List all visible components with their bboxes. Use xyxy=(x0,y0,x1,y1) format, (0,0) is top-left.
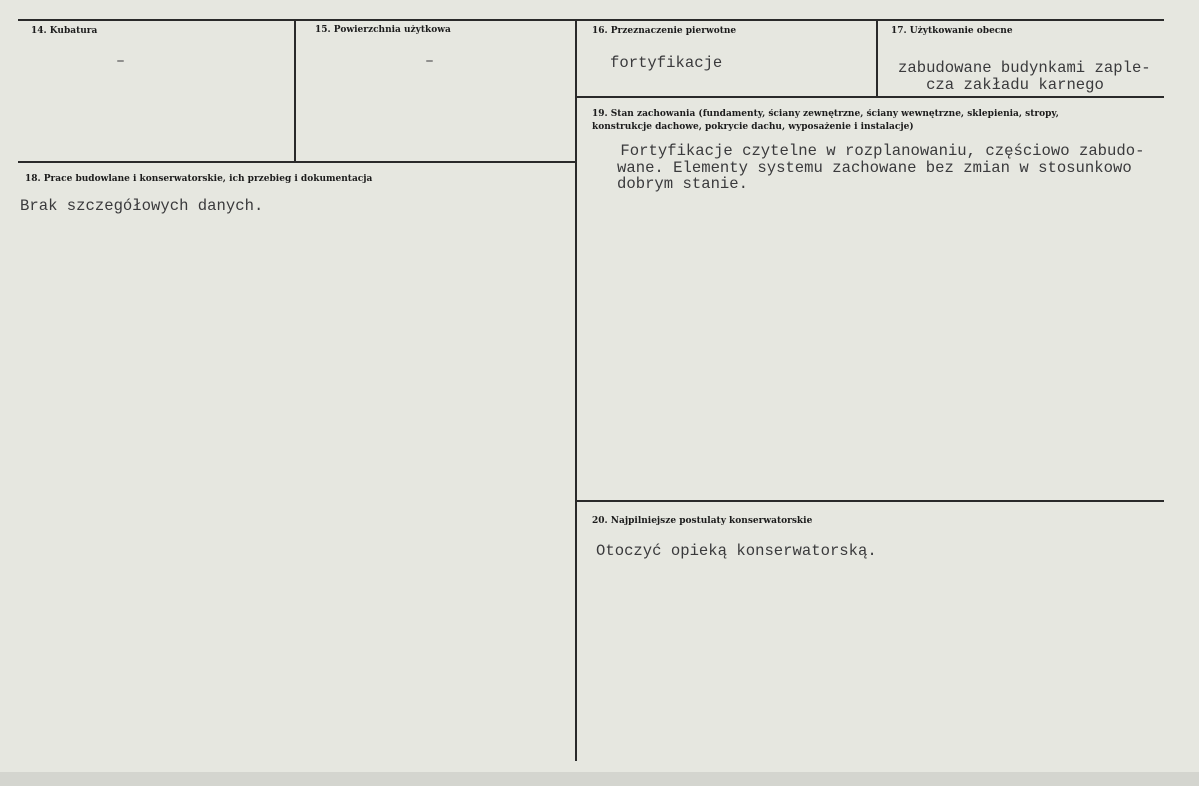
field-16-value: fortyfikacje xyxy=(610,54,723,72)
field-14-value: – xyxy=(116,53,126,70)
field-15-label: 15. Powierzchnia użytkowa xyxy=(315,25,451,35)
rule-under-14-15 xyxy=(18,161,576,163)
field-17-line-1: zabudowane budynkami zaple- xyxy=(898,59,1151,77)
paper-bottom-edge xyxy=(0,772,1199,786)
field-18-value: Brak szczegółowych danych. xyxy=(20,197,264,215)
field-17-label: 17. Użytkowanie obecne xyxy=(891,26,1013,36)
field-19-label-line-1: 19. Stan zachowania (fundamenty, ściany zewnętrzne, ściany wewnętrzne, sklepienia, stropy, xyxy=(592,109,1059,119)
divider-16-17 xyxy=(876,19,878,97)
divider-14-15 xyxy=(294,19,296,162)
field-17-line-2: cza zakładu karnego xyxy=(898,76,1104,94)
field-14-label: 14. Kubatura xyxy=(31,26,98,36)
field-20-label: 20. Najpilniejsze postulaty konserwatorskie xyxy=(592,516,813,526)
divider-15-16 xyxy=(575,19,577,761)
field-18-label: 18. Prace budowlane i konserwatorskie, ich przebieg i dokumentacja xyxy=(25,174,373,184)
field-19-line-1: Fortyfikacje czytelne w rozplanowaniu, częściowo zabudo- xyxy=(583,142,1145,160)
top-rule xyxy=(18,19,1164,21)
field-20-value: Otoczyć opieką konserwatorską. xyxy=(596,542,877,560)
field-19-line-3: dobrym stanie. xyxy=(617,175,749,193)
rule-under-16-17 xyxy=(576,96,1164,98)
field-16-label: 16. Przeznaczenie pierwotne xyxy=(592,26,737,36)
rule-above-20 xyxy=(576,500,1164,502)
field-15-value: – xyxy=(425,53,435,70)
field-19-line-2: wane. Elementy systemu zachowane bez zmian w stosunkowo xyxy=(617,159,1132,177)
field-19-label-line-2: konstrukcje dachowe, pokrycie dachu, wyposażenie i instalacje) xyxy=(592,122,914,132)
